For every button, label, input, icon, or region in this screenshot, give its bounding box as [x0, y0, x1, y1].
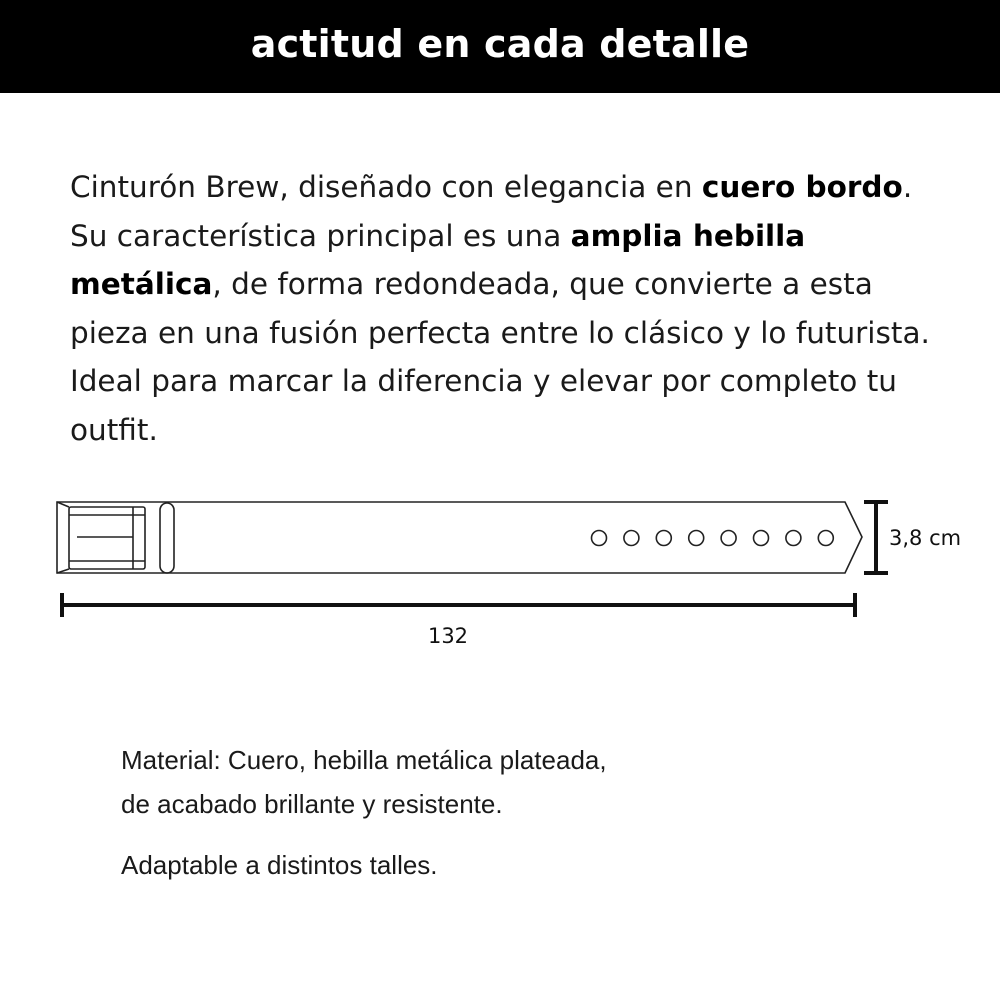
description-highlight-buckle: amplia hebilla metálica — [70, 218, 806, 301]
width-dimension — [864, 502, 888, 573]
page-title: actitud en cada detalle — [250, 21, 750, 66]
belt-strap — [57, 502, 862, 573]
description-text: Cinturón Brew, diseñado con elegancia en — [70, 170, 702, 204]
description-highlight-leather: cuero bordo — [701, 170, 903, 204]
belt-keeper — [160, 503, 174, 573]
material-line-2: de acabado brillante y resistente. — [121, 789, 503, 819]
size-spec: Adaptable a distintos talles. — [121, 850, 438, 880]
header-banner — [0, 0, 1000, 93]
width-label: 3,8 cm — [889, 526, 962, 550]
belt-hole — [818, 531, 833, 546]
belt-hole — [754, 531, 769, 546]
belt-hole — [592, 531, 607, 546]
belt-hole — [786, 531, 801, 546]
belt-hole — [689, 531, 704, 546]
description-text: , de forma redondeada, que convierte a esta pieza en una fusión perfecta entre lo clásico y lo futurista. Ideal para marcar la diferencia y elevar por completo tu outfit. — [70, 267, 930, 447]
length-label: 132 — [427, 624, 469, 648]
belt-hole — [656, 531, 671, 546]
belt-outline-icon — [57, 502, 862, 573]
belt-diagram — [0, 480, 1000, 670]
product-description — [70, 163, 940, 454]
material-spec — [121, 738, 761, 826]
material-line-1: Material: Cuero, hebilla metálica plateada, — [121, 745, 607, 775]
belt-hole — [721, 531, 736, 546]
length-dimension — [62, 593, 855, 617]
belt-hole — [624, 531, 639, 546]
description-text: . Su característica principal es una — [70, 170, 913, 253]
belt-holes — [592, 531, 834, 546]
